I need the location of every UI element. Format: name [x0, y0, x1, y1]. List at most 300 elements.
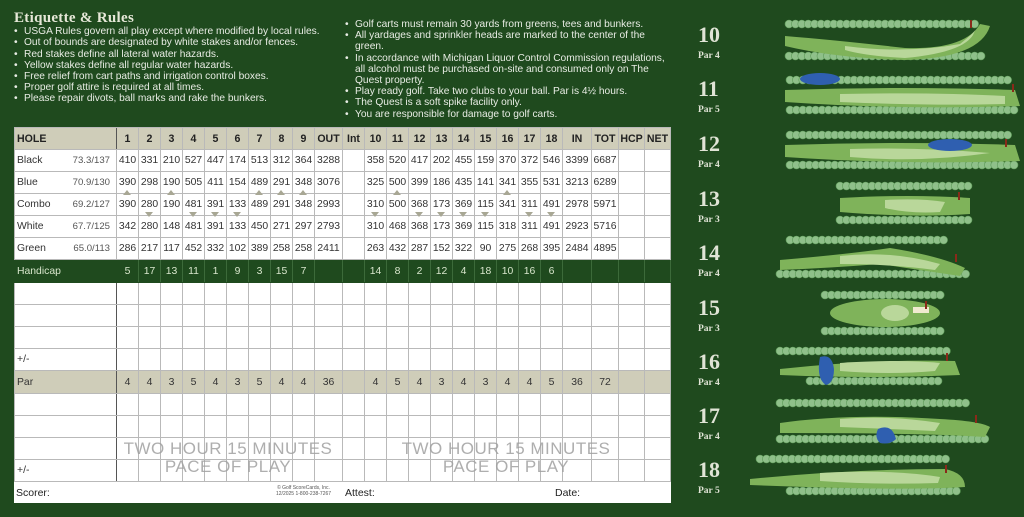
score-entry[interactable] [592, 305, 619, 327]
yardage: 527 [183, 150, 205, 172]
score-entry[interactable] [619, 438, 645, 460]
score-entry[interactable] [387, 305, 409, 327]
score-entry[interactable] [161, 305, 183, 327]
yardage: 148 [161, 216, 183, 238]
score-entry[interactable] [645, 349, 671, 371]
score-entry[interactable] [619, 283, 645, 305]
etiquette-rules-left [14, 10, 344, 105]
score-entry[interactable] [431, 438, 453, 460]
score-entry[interactable] [315, 394, 343, 416]
par-total: 72 [592, 371, 619, 394]
score-entry[interactable] [409, 416, 431, 438]
score-entry[interactable] [227, 283, 249, 305]
score-entry[interactable] [249, 460, 271, 482]
total: 5971 [592, 194, 619, 216]
score-entry[interactable] [293, 305, 315, 327]
score-entry[interactable] [271, 416, 293, 438]
net-cell[interactable] [645, 194, 671, 216]
score-entry[interactable] [343, 416, 365, 438]
yardage: 481 [183, 216, 205, 238]
score-entry[interactable] [645, 327, 671, 349]
score-entry[interactable] [409, 349, 431, 371]
score-entry[interactable] [519, 394, 541, 416]
hole-number: 13 [431, 128, 453, 150]
score-entry[interactable] [519, 416, 541, 438]
tee-row-black [15, 150, 671, 172]
yardage: 435 [453, 172, 475, 194]
empty-cell [619, 371, 645, 394]
player-name-cell[interactable] [15, 327, 117, 349]
score-entry[interactable] [409, 438, 431, 460]
score-entry[interactable] [183, 305, 205, 327]
score-entry[interactable] [271, 283, 293, 305]
player-row [15, 305, 671, 327]
score-entry[interactable] [293, 283, 315, 305]
score-entry[interactable] [343, 283, 365, 305]
yardage: 173 [431, 216, 453, 238]
score-entry[interactable] [563, 305, 592, 327]
score-entry[interactable] [183, 327, 205, 349]
score-entry[interactable] [139, 416, 161, 438]
score-entry[interactable] [365, 416, 387, 438]
score-entry[interactable] [645, 438, 671, 460]
score-entry[interactable] [619, 416, 645, 438]
scorecard-table [14, 127, 671, 482]
rule-item: • The Quest is a soft spike facility only. [345, 97, 670, 108]
score-entry[interactable] [563, 349, 592, 371]
score-entry[interactable] [519, 327, 541, 349]
score-entry[interactable] [431, 283, 453, 305]
score-entry[interactable] [249, 349, 271, 371]
score-entry[interactable] [431, 416, 453, 438]
score-entry[interactable] [139, 305, 161, 327]
score-entry[interactable] [227, 305, 249, 327]
yardage: 399 [409, 172, 431, 194]
player-name-cell[interactable] [15, 416, 117, 438]
yardage: 210 [161, 150, 183, 172]
score-entry[interactable] [431, 327, 453, 349]
hole-number: 6 [227, 128, 249, 150]
score-entry[interactable] [205, 305, 227, 327]
yardage: 491 [541, 194, 563, 216]
score-entry[interactable] [365, 349, 387, 371]
rule-item: • Golf carts must remain 30 yards from greens, tees and bunkers. [345, 19, 670, 30]
player-name-cell[interactable] [15, 283, 117, 305]
par-value: 4 [293, 371, 315, 394]
score-entry[interactable] [205, 416, 227, 438]
par-value: 5 [387, 371, 409, 394]
score-entry[interactable] [519, 460, 541, 482]
yardage: 190 [161, 194, 183, 216]
score-entry[interactable] [619, 305, 645, 327]
score-entry[interactable] [315, 438, 343, 460]
par-value: 4 [453, 371, 475, 394]
score-entry[interactable] [475, 327, 497, 349]
score-entry[interactable] [365, 460, 387, 482]
score-entry[interactable] [315, 416, 343, 438]
score-entry[interactable] [475, 283, 497, 305]
player-name-cell[interactable] [15, 305, 117, 327]
score-entry[interactable] [592, 438, 619, 460]
yardage: 491 [541, 216, 563, 238]
score-entry[interactable] [563, 438, 592, 460]
score-entry[interactable] [475, 305, 497, 327]
score-entry[interactable] [475, 438, 497, 460]
score-entry[interactable] [205, 283, 227, 305]
score-entry[interactable] [343, 327, 365, 349]
score-entry[interactable] [161, 460, 183, 482]
score-entry[interactable] [563, 394, 592, 416]
score-entry[interactable] [619, 394, 645, 416]
score-entry[interactable] [497, 416, 519, 438]
score-entry[interactable] [645, 305, 671, 327]
score-entry[interactable] [271, 327, 293, 349]
score-entry[interactable] [453, 283, 475, 305]
score-entry[interactable] [431, 305, 453, 327]
total: 6289 [592, 172, 619, 194]
yardage: 452 [183, 238, 205, 260]
hole-layout-icon [775, 12, 1005, 66]
score-entry[interactable] [541, 438, 563, 460]
yardage: 370 [497, 150, 519, 172]
score-entry[interactable] [453, 305, 475, 327]
score-entry[interactable] [519, 438, 541, 460]
hole-number: 16 [497, 128, 519, 150]
score-entry[interactable] [497, 305, 519, 327]
hole-number: 12 [409, 128, 431, 150]
score-entry[interactable] [497, 394, 519, 416]
yardage: 291 [271, 172, 293, 194]
score-entry[interactable] [249, 283, 271, 305]
yardage: 481 [183, 194, 205, 216]
score-entry[interactable] [205, 327, 227, 349]
score-entry[interactable] [117, 327, 139, 349]
score-entry[interactable] [387, 349, 409, 371]
score-entry[interactable] [343, 349, 365, 371]
hcp-cell[interactable] [619, 194, 645, 216]
score-entry[interactable] [365, 305, 387, 327]
score-entry[interactable] [592, 416, 619, 438]
score-entry[interactable] [343, 438, 365, 460]
score-entry[interactable] [271, 394, 293, 416]
score-entry[interactable] [249, 394, 271, 416]
tee-name: Black [15, 150, 67, 172]
score-entry[interactable] [563, 327, 592, 349]
yardage: 152 [431, 238, 453, 260]
score-entry[interactable] [315, 349, 343, 371]
hole-number: 3 [161, 128, 183, 150]
score-entry[interactable] [117, 460, 139, 482]
score-entry[interactable] [343, 394, 365, 416]
score-entry[interactable] [541, 305, 563, 327]
net-cell[interactable] [645, 216, 671, 238]
handicap-value: 4 [453, 260, 475, 283]
score-entry[interactable] [563, 283, 592, 305]
yardage: 390 [117, 172, 139, 194]
score-entry[interactable] [205, 394, 227, 416]
hcp-cell[interactable] [619, 150, 645, 172]
tee-row-combo [15, 194, 671, 216]
hole-number: 10 [365, 128, 387, 150]
score-entry[interactable] [293, 349, 315, 371]
score-entry[interactable] [541, 416, 563, 438]
out-total: 2793 [315, 216, 343, 238]
score-entry[interactable] [205, 349, 227, 371]
net-cell[interactable] [645, 150, 671, 172]
yardage: 513 [249, 150, 271, 172]
score-entry[interactable] [227, 349, 249, 371]
empty-cell [619, 260, 645, 283]
score-entry[interactable] [645, 416, 671, 438]
score-entry[interactable] [227, 460, 249, 482]
tee-down-marker-icon [481, 212, 489, 217]
yardage: 312 [271, 150, 293, 172]
score-entry[interactable] [315, 305, 343, 327]
hole-layout-icon [770, 339, 990, 393]
yardage: 489 [249, 194, 271, 216]
score-entry[interactable] [387, 394, 409, 416]
score-entry[interactable] [227, 416, 249, 438]
score-entry[interactable] [497, 460, 519, 482]
score-entry[interactable] [161, 394, 183, 416]
hole-layout-icon [780, 66, 1024, 120]
score-entry[interactable] [161, 416, 183, 438]
hcp-cell[interactable] [619, 216, 645, 238]
yardage: 520 [387, 150, 409, 172]
score-entry[interactable] [453, 327, 475, 349]
score-entry[interactable] [365, 438, 387, 460]
score-entry[interactable] [205, 460, 227, 482]
player-name-cell[interactable] [15, 394, 117, 416]
score-entry[interactable] [645, 394, 671, 416]
score-entry[interactable] [409, 394, 431, 416]
net-cell[interactable] [645, 238, 671, 260]
empty-cell [645, 371, 671, 394]
score-entry[interactable] [409, 305, 431, 327]
score-entry[interactable] [592, 394, 619, 416]
score-entry[interactable] [249, 416, 271, 438]
score-entry[interactable] [453, 349, 475, 371]
score-entry[interactable] [475, 460, 497, 482]
hcp-cell[interactable] [619, 238, 645, 260]
par-value: 4 [409, 371, 431, 394]
in-header: IN [563, 128, 592, 150]
yardage: 173 [431, 194, 453, 216]
scorer-label: Scorer: [16, 487, 50, 499]
score-entry[interactable] [183, 283, 205, 305]
player-name-cell[interactable] [15, 438, 117, 460]
score-entry[interactable] [293, 460, 315, 482]
hole-number: 8 [271, 128, 293, 150]
score-entry[interactable] [563, 460, 592, 482]
score-entry[interactable] [497, 438, 519, 460]
player-row [15, 438, 671, 460]
yardage: 500 [387, 172, 409, 194]
score-entry[interactable] [117, 416, 139, 438]
score-entry[interactable] [619, 327, 645, 349]
score-entry[interactable] [271, 460, 293, 482]
score-entry[interactable] [592, 349, 619, 371]
yardage: 117 [161, 238, 183, 260]
handicap-value: 13 [161, 260, 183, 283]
score-entry[interactable] [315, 460, 343, 482]
tee-down-marker-icon [525, 212, 533, 217]
score-entry[interactable] [183, 460, 205, 482]
score-entry[interactable] [563, 416, 592, 438]
yardage: 141 [475, 172, 497, 194]
score-entry[interactable] [205, 438, 227, 460]
score-entry[interactable] [117, 349, 139, 371]
score-entry[interactable] [139, 327, 161, 349]
in-total: 3213 [563, 172, 592, 194]
score-entry[interactable] [117, 438, 139, 460]
scorecard [14, 127, 671, 503]
score-entry[interactable] [497, 327, 519, 349]
score-entry[interactable] [271, 305, 293, 327]
score-entry[interactable] [343, 305, 365, 327]
score-entry[interactable] [453, 416, 475, 438]
score-entry[interactable] [293, 438, 315, 460]
yardage: 258 [293, 238, 315, 260]
hole-number: 12 [698, 131, 720, 156]
hole-par: Par 4 [698, 432, 720, 442]
score-entry[interactable] [227, 394, 249, 416]
score-entry[interactable] [592, 460, 619, 482]
score-entry[interactable] [453, 394, 475, 416]
score-entry[interactable] [475, 349, 497, 371]
int-cell [343, 260, 365, 283]
yardage: 391 [205, 216, 227, 238]
score-entry[interactable] [139, 394, 161, 416]
hcp-cell[interactable] [619, 172, 645, 194]
score-entry[interactable] [271, 349, 293, 371]
score-entry[interactable] [475, 394, 497, 416]
copyright-line-2: 12/2025 1-800-238-7267 [276, 491, 332, 497]
score-entry[interactable] [139, 283, 161, 305]
score-entry[interactable] [592, 283, 619, 305]
score-entry[interactable] [139, 460, 161, 482]
score-entry[interactable] [387, 438, 409, 460]
score-entry[interactable] [271, 438, 293, 460]
score-entry[interactable] [161, 327, 183, 349]
yardage: 368 [409, 216, 431, 238]
yardage: 468 [387, 216, 409, 238]
score-entry[interactable] [365, 327, 387, 349]
score-entry[interactable] [227, 327, 249, 349]
yardage: 186 [431, 172, 453, 194]
score-entry[interactable] [227, 438, 249, 460]
score-entry[interactable] [541, 460, 563, 482]
score-entry[interactable] [387, 327, 409, 349]
score-entry[interactable] [183, 349, 205, 371]
score-entry[interactable] [519, 349, 541, 371]
score-entry[interactable] [497, 349, 519, 371]
out-header: OUT [315, 128, 343, 150]
score-entry[interactable] [453, 460, 475, 482]
par-value: 4 [139, 371, 161, 394]
score-entry[interactable] [541, 349, 563, 371]
score-entry[interactable] [315, 327, 343, 349]
yardage: 133 [227, 194, 249, 216]
score-entry[interactable] [431, 460, 453, 482]
par-row [15, 371, 671, 394]
score-entry[interactable] [431, 394, 453, 416]
score-entry[interactable] [592, 327, 619, 349]
yardage: 286 [117, 238, 139, 260]
hole-layout-icon [800, 176, 1000, 230]
score-entry[interactable] [293, 327, 315, 349]
score-entry[interactable] [161, 438, 183, 460]
scorecard-footer [14, 483, 671, 503]
score-entry[interactable] [519, 305, 541, 327]
score-entry[interactable] [541, 327, 563, 349]
out-total: 2993 [315, 194, 343, 216]
score-entry[interactable] [183, 438, 205, 460]
yardage: 322 [453, 238, 475, 260]
score-entry[interactable] [117, 394, 139, 416]
score-entry[interactable] [619, 460, 645, 482]
score-entry[interactable] [645, 460, 671, 482]
hole-number: 18 [698, 457, 720, 482]
plus-minus-label: +/- [15, 460, 117, 482]
score-entry[interactable] [497, 283, 519, 305]
score-entry[interactable] [139, 349, 161, 371]
score-entry[interactable] [645, 283, 671, 305]
score-entry[interactable] [409, 460, 431, 482]
out-total: 3076 [315, 172, 343, 194]
score-entry[interactable] [475, 416, 497, 438]
net-cell[interactable] [645, 172, 671, 194]
score-entry[interactable] [365, 283, 387, 305]
score-entry[interactable] [387, 416, 409, 438]
score-entry[interactable] [365, 394, 387, 416]
score-entry[interactable] [139, 438, 161, 460]
yardage: 154 [227, 172, 249, 194]
score-entry[interactable] [453, 438, 475, 460]
score-entry[interactable] [619, 349, 645, 371]
hole-number: 4 [183, 128, 205, 150]
score-entry[interactable] [519, 283, 541, 305]
score-entry[interactable] [117, 305, 139, 327]
score-entry[interactable] [249, 305, 271, 327]
score-entry[interactable] [293, 394, 315, 416]
score-entry[interactable] [249, 327, 271, 349]
yardage: 174 [227, 150, 249, 172]
score-entry[interactable] [387, 283, 409, 305]
score-entry[interactable] [431, 349, 453, 371]
score-entry[interactable] [183, 394, 205, 416]
yardage: 287 [409, 238, 431, 260]
par-value: 5 [541, 371, 563, 394]
score-entry[interactable] [161, 349, 183, 371]
score-entry[interactable] [161, 283, 183, 305]
score-entry[interactable] [315, 283, 343, 305]
score-entry[interactable] [293, 416, 315, 438]
score-entry[interactable] [409, 327, 431, 349]
score-entry[interactable] [541, 283, 563, 305]
score-entry[interactable] [387, 460, 409, 482]
score-entry[interactable] [183, 416, 205, 438]
score-entry[interactable] [117, 283, 139, 305]
score-entry[interactable] [343, 460, 365, 482]
score-entry[interactable] [249, 438, 271, 460]
in-total: 2484 [563, 238, 592, 260]
yardage: 133 [227, 216, 249, 238]
score-entry[interactable] [541, 394, 563, 416]
copyright [276, 485, 331, 497]
empty-cell [563, 260, 592, 283]
score-entry[interactable] [409, 283, 431, 305]
